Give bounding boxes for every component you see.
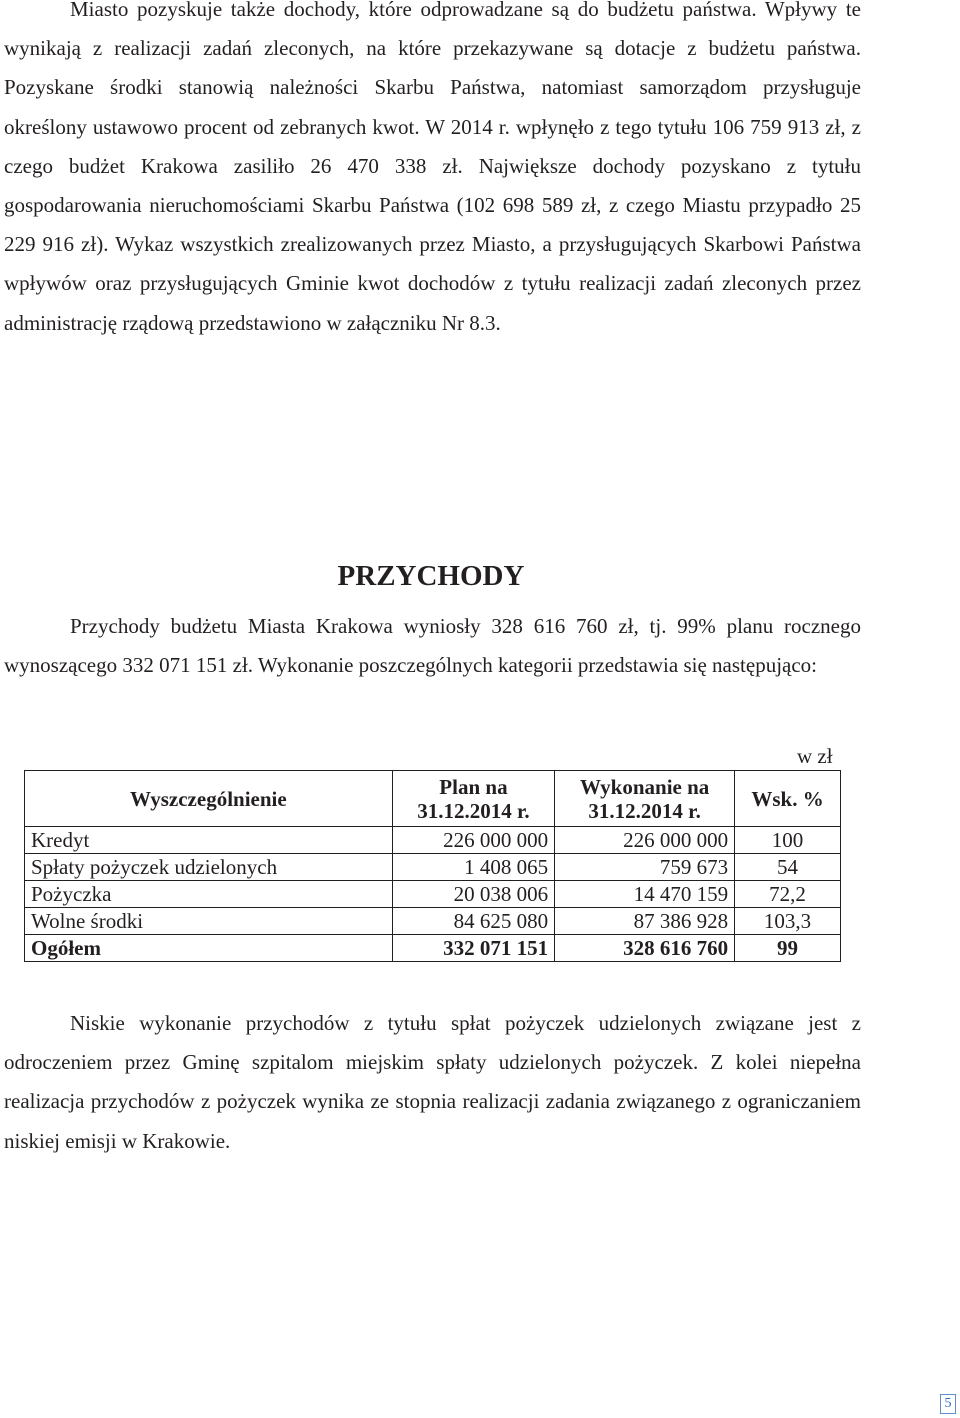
cell-execution: 328 616 760 — [555, 935, 735, 962]
cell-plan: 20 038 006 — [392, 881, 554, 908]
cell-ratio: 99 — [735, 935, 841, 962]
table-row — [25, 881, 841, 908]
cell-plan: 84 625 080 — [392, 908, 554, 935]
unit-label: w zł — [797, 744, 833, 768]
cell-item: Spłaty pożyczek udzielonych — [25, 854, 393, 881]
cell-item: Pożyczka — [25, 881, 393, 908]
cell-plan: 332 071 151 — [392, 935, 554, 962]
table-row — [25, 908, 841, 935]
paragraph-text: Miasto pozyskuje także dochody, które odprowadzane są do budżetu państwa. Wpływy te wynikają z realizacji zadań zleconych, na które przekazywane są dotacje z budżetu państwa. Pozyskane środki stanowią należności Skarbu Państwa, natomiast samorządom przysługuje określony ustawowo procent od zebranych kwot. W 2014 r. wpłynęło z tego tytułu 106 759 913 zł, z czego budżet Krakowa zasiliło 26 470 338 zł. Największe dochody pozyskano z tytułu gospodarowania nieruchomościami Skarbu Państwa (102 698 589 zł, z czego Miastu przypadło 25 229 916 zł). Wykaz wszystkich zrealizowanych przez Miasto, a przysługujących Skarbowi Państwa wpływów oraz przysługujących Gminie kwot dochodów z tytułu realizacji zadań zleconych przez administrację rządową przedstawiono w załączniku Nr 8.3. — [4, 0, 861, 335]
paragraph-text: Niskie wykonanie przychodów z tytułu spłat pożyczek udzielonych związane jest z odroczeniem przez Gminę szpitalom miejskim spłaty udzielonych pożyczek. Z kolei niepełna realizacja przychodów z pożyczek wynika ze stopnia realizacji zadania związanego z ograniczaniem niskiej emisji w Krakowie. — [4, 1011, 861, 1153]
cell-plan: 226 000 000 — [392, 827, 554, 854]
header-item: Wyszczególnienie — [25, 771, 393, 827]
cell-ratio: 103,3 — [735, 908, 841, 935]
cell-ratio: 72,2 — [735, 881, 841, 908]
cell-ratio: 100 — [735, 827, 841, 854]
cell-item: Kredyt — [25, 827, 393, 854]
cell-execution: 226 000 000 — [555, 827, 735, 854]
income-table — [24, 770, 841, 962]
cell-item: Ogółem — [25, 935, 393, 962]
header-execution: Wykonanie na 31.12.2014 r. — [555, 771, 735, 827]
page-number: 5 — [940, 1394, 956, 1414]
cell-execution: 87 386 928 — [555, 908, 735, 935]
header-plan: Plan na 31.12.2014 r. — [392, 771, 554, 827]
cell-plan: 1 408 065 — [392, 854, 554, 881]
cell-item: Wolne środki — [25, 908, 393, 935]
paragraph-dochody-skarbu — [4, 0, 861, 343]
section-heading: PRZYCHODY — [337, 560, 525, 592]
cell-execution: 759 673 — [555, 854, 735, 881]
header-ratio: Wsk. % — [735, 771, 841, 827]
table-row — [25, 827, 841, 854]
paragraph-przychody-summary — [4, 607, 861, 685]
cell-ratio: 54 — [735, 854, 841, 881]
paragraph-text: Przychody budżetu Miasta Krakowa wyniosły 328 616 760 zł, tj. 99% planu rocznego wynoszącego 332 071 151 zł. Wykonanie poszczególnych kategorii przedstawia się następująco: — [4, 614, 861, 678]
table-total-row — [25, 935, 841, 962]
table-header-row — [25, 771, 841, 827]
table-row — [25, 854, 841, 881]
paragraph-explanation — [4, 1004, 861, 1161]
cell-execution: 14 470 159 — [555, 881, 735, 908]
